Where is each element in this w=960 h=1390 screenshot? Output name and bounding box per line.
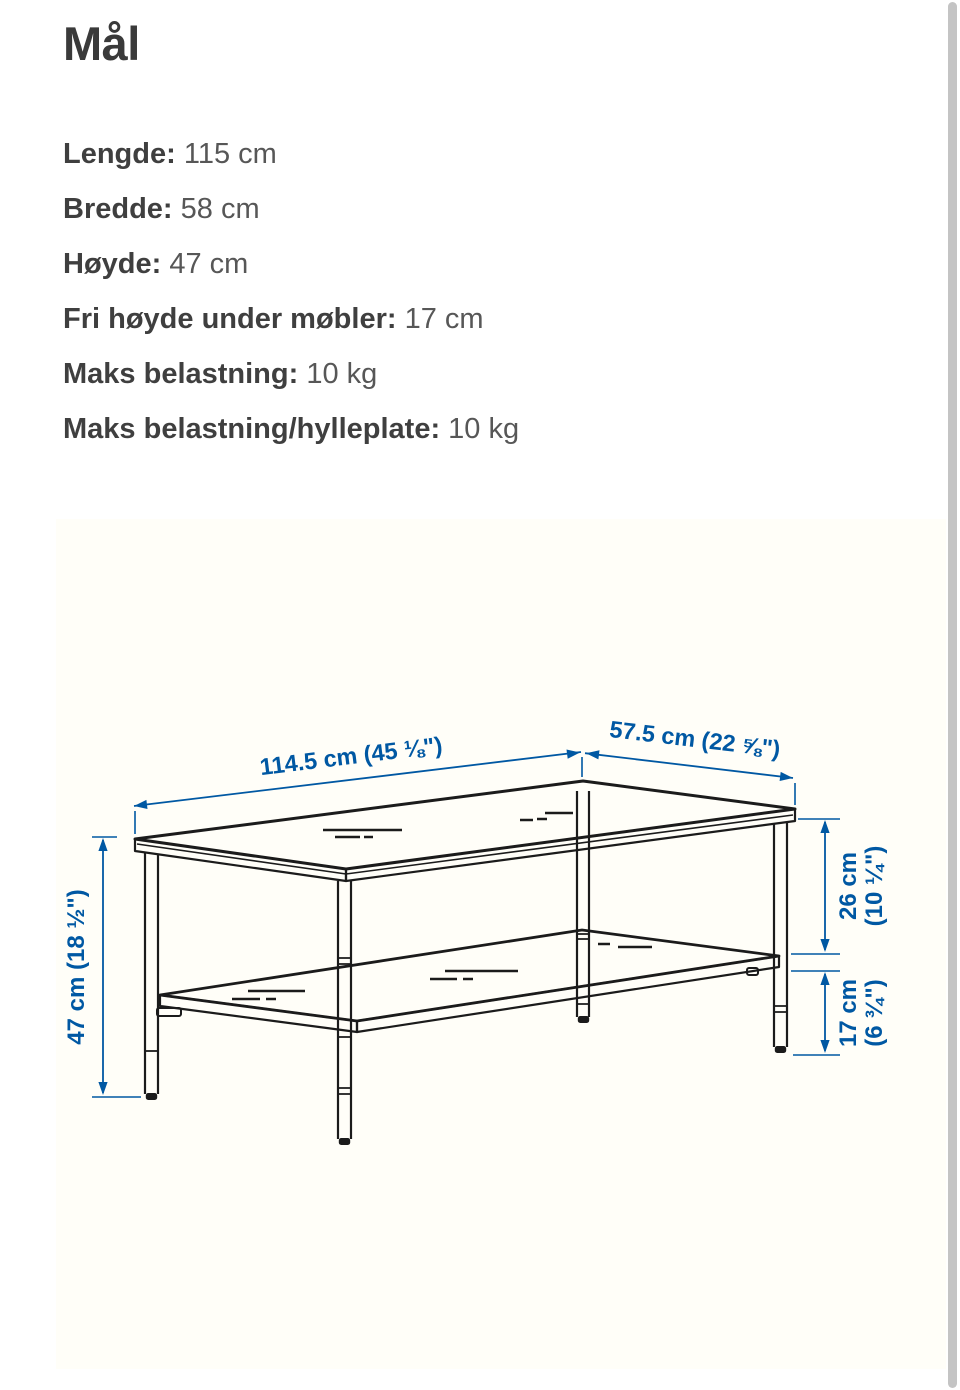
leg-foot-back [578,1016,589,1023]
spec-row-max-load-shelf [63,402,763,457]
spec-value: 10 kg [448,413,520,445]
spec-label: Bredde: [63,193,173,225]
spec-label: Maks belastning/hylleplate: [63,413,441,445]
dimensions-diagram [0,510,960,1390]
spec-row-max-load [63,347,763,402]
spec-value: 17 cm [404,303,484,335]
scrollbar-track[interactable] [946,0,960,1390]
figure-background [56,519,946,1369]
spec-value: 58 cm [180,193,260,225]
dimension-depth-label: 57.5 cm (22 ⅝") [608,715,782,763]
leg-foot-right [775,1046,786,1053]
page-title: Mål [63,17,140,70]
spec-row-height [63,237,763,292]
dimension-floor-gap-cm: 17 cm [835,978,862,1048]
spec-row-width [63,182,763,237]
spec-row-clearance [63,292,763,347]
spec-label: Fri høyde under møbler: [63,303,397,335]
spec-value: 47 cm [169,248,249,280]
dimension-floor-gap-in: (6 ¾") [861,979,888,1047]
spec-value: 10 kg [306,358,378,390]
spec-row-length [63,127,763,182]
dimension-shelf-gap-cm: 26 cm [835,851,862,921]
dimension-length-label: 114.5 cm (45 ⅛") [258,731,444,781]
dimension-height-label: 47 cm (18 ½") [63,889,90,1045]
dimension-shelf-gap-in: (10 ¼") [861,845,888,927]
scrollbar-thumb[interactable] [948,2,957,1388]
leg-foot-front [339,1138,350,1145]
spec-label: Maks belastning: [63,358,299,390]
spec-label: Høyde: [63,248,162,280]
spec-label: Lengde: [63,138,176,170]
leg-foot-left [146,1093,157,1100]
spec-list [63,127,763,457]
spec-value: 115 cm [183,138,277,170]
